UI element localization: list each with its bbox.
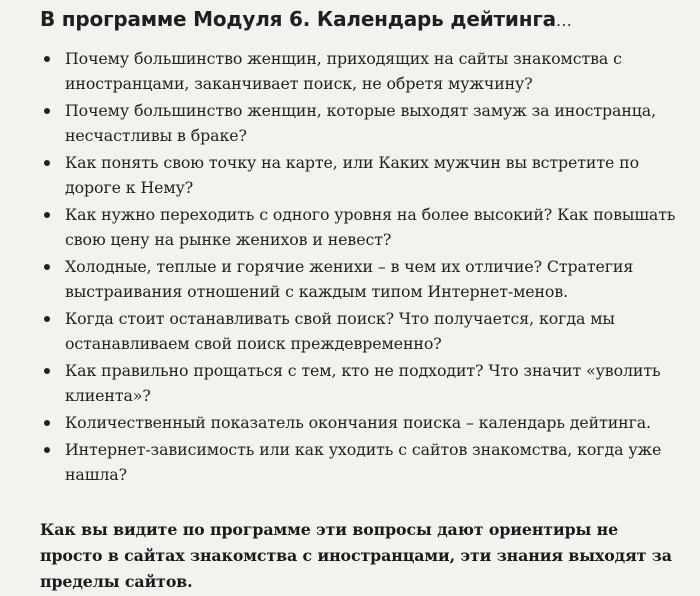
list-item	[40, 437, 680, 487]
bullet-icon	[44, 160, 50, 166]
list-item	[40, 306, 680, 356]
heading-ellipsis: …	[555, 11, 572, 30]
list-item-text: Количественный показатель окончания поиска – календарь дейтинга.	[65, 413, 651, 432]
conclusion-paragraph: Как вы видите по программе эти вопросы дают ориентиры не просто в сайтах знакомства с иностранцами, эти знания выходят за пределы сайтов.	[40, 520, 672, 591]
list-item-text: Почему большинство женщин, которые выходят замуж за иностранца, несчастливы в браке?	[65, 101, 657, 145]
list-item-text: Интернет-зависимость или как уходить с сайтов знакомства, когда уже нашла?	[65, 440, 662, 484]
list-item-text: Как правильно прощаться с тем, кто не подходит? Что значит «уволить клиента»?	[65, 361, 661, 405]
bullet-icon	[44, 368, 50, 374]
list-item	[40, 358, 680, 408]
list-item	[40, 46, 680, 96]
bullet-icon	[44, 316, 50, 322]
list-item-text: Почему большинство женщин, приходящих на сайты знакомства с иностранцами, заканчивает поиск, не обретя мужчину?	[65, 49, 622, 93]
bullet-icon	[44, 212, 50, 218]
bullet-icon	[44, 56, 50, 62]
bullet-icon	[44, 108, 50, 114]
list-item-text: Как понять свою точку на карте, или Каких мужчин вы встретите по дороге к Нему?	[65, 153, 640, 197]
list-item	[40, 202, 680, 252]
list-item-text: Холодные, теплые и горячие женихи – в чем их отличие? Стратегия выстраивания отношений с каждым типом Интернет-менов.	[65, 257, 634, 301]
list-item	[40, 150, 680, 200]
list-item-text: Как нужно переходить с одного уровня на более высокий? Как повышать свою цену на рынке женихов и невест?	[65, 205, 676, 249]
list-item	[40, 98, 680, 148]
section-heading-text: В программе Модуля 6. Календарь дейтинга	[40, 7, 556, 31]
section-heading	[40, 6, 680, 34]
list-item	[40, 254, 680, 304]
bullet-icon	[44, 264, 50, 270]
topics-list	[40, 46, 680, 487]
bullet-icon	[44, 447, 50, 453]
list-item	[40, 410, 680, 435]
bullet-icon	[44, 420, 50, 426]
list-item-text: Когда стоит останавливать свой поиск? Что получается, когда мы останавливаем свой поиск преждевременно?	[65, 309, 615, 353]
